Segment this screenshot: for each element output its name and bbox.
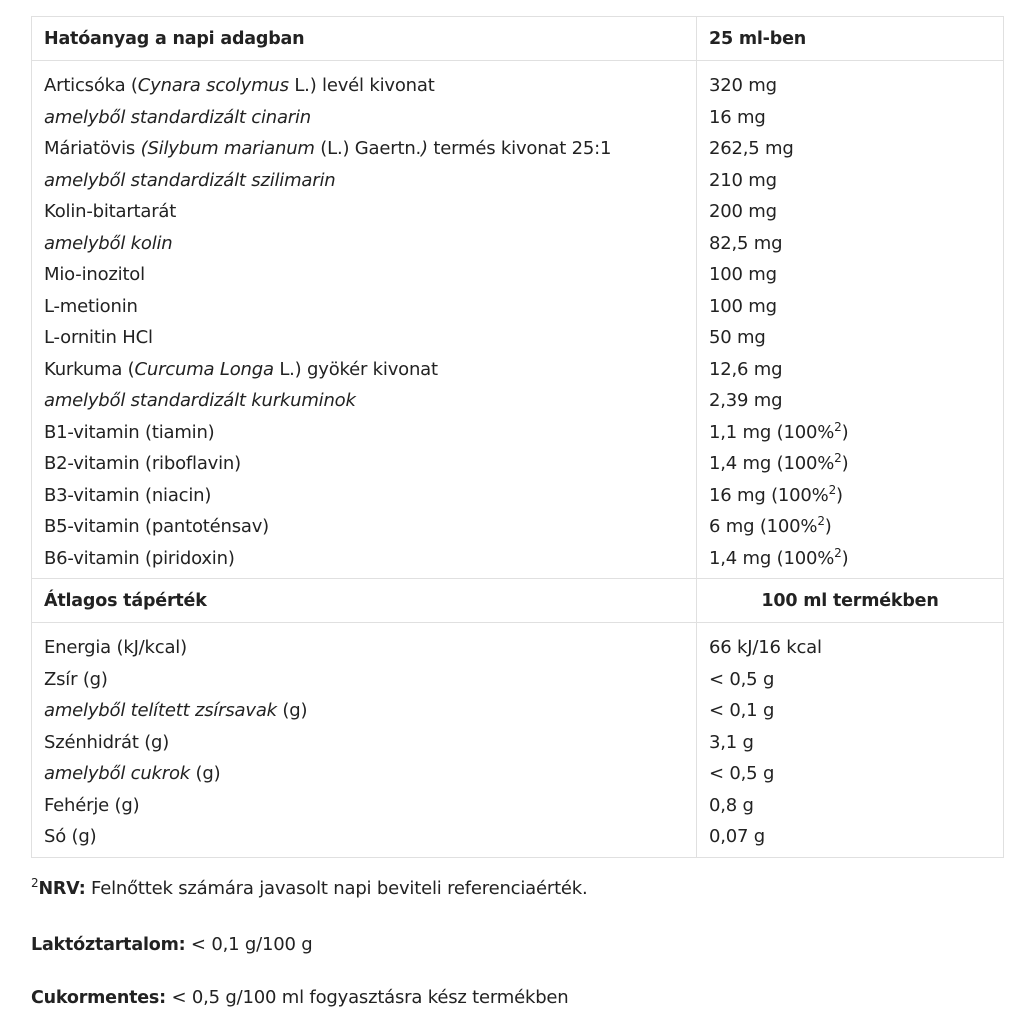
ingredient-name <box>32 133 697 165</box>
ingredient-value <box>697 228 1004 260</box>
value-text: 82,5 mg <box>709 232 783 254</box>
ingredient-row <box>32 543 1004 579</box>
nrv-superscript: 2 <box>31 876 39 890</box>
nutrient-row <box>32 758 1004 790</box>
nutrient-value <box>697 821 1004 857</box>
value-text: 100 mg <box>709 264 777 286</box>
ingredient-value <box>697 448 1004 480</box>
ingredient-value <box>697 102 1004 134</box>
ingredient-name <box>32 511 697 543</box>
ingredient-value <box>697 165 1004 197</box>
nutrient-name <box>32 758 697 790</box>
nutrient-name <box>32 695 697 727</box>
value-text: < 0,5 g <box>709 668 775 690</box>
value-text: 2,39 mg <box>709 390 783 412</box>
ingredient-name <box>32 291 697 323</box>
name-part: Articsóka ( <box>44 75 138 97</box>
nutrient-name <box>32 790 697 822</box>
ingredient-value <box>697 511 1004 543</box>
ingredient-name <box>32 543 697 579</box>
value-text: 0,07 g <box>709 826 766 848</box>
ingredient-name <box>32 196 697 228</box>
ingredient-name <box>32 322 697 354</box>
nutrient-name <box>32 623 697 664</box>
ingredient-name <box>32 417 697 449</box>
value-tail: ) <box>824 516 832 538</box>
lactose-text: < 0,1 g/100 g <box>185 934 313 955</box>
name-part: B3-vitamin (niacin) <box>44 484 212 506</box>
ingredient-row <box>32 322 1004 354</box>
ingredient-row <box>32 354 1004 386</box>
nutrient-value <box>697 727 1004 759</box>
ingredient-row <box>32 228 1004 260</box>
per-100ml-header: 100 ml termékben <box>697 579 1004 623</box>
ingredient-row <box>32 259 1004 291</box>
ingredient-row <box>32 385 1004 417</box>
name-part: Zsír (g) <box>44 668 108 690</box>
ingredient-name <box>32 448 697 480</box>
value-text: 12,6 mg <box>709 358 783 380</box>
ingredient-name <box>32 61 697 102</box>
nutrient-value <box>697 790 1004 822</box>
name-part: termés kivonat 25:1 <box>427 138 612 160</box>
value-text: 3,1 g <box>709 731 754 753</box>
name-part: amelyből standardizált szilimarin <box>44 169 336 191</box>
value-text: 262,5 mg <box>709 138 794 160</box>
name-part: amelyből cukrok <box>44 763 191 785</box>
value-text: 16 mg <box>709 106 766 128</box>
ingredient-name <box>32 385 697 417</box>
name-part: B1-vitamin (tiamin) <box>44 421 215 443</box>
dose-header: 25 ml-ben <box>697 17 1004 61</box>
name-part: Mio-inozitol <box>44 264 145 286</box>
ingredient-name <box>32 228 697 260</box>
nutrient-row <box>32 695 1004 727</box>
ingredient-value <box>697 480 1004 512</box>
value-text: 320 mg <box>709 75 777 97</box>
nutrient-row <box>32 727 1004 759</box>
value-text: 6 mg (100% <box>709 516 818 538</box>
ingredient-row <box>32 196 1004 228</box>
ingredient-value <box>697 322 1004 354</box>
ingredient-row <box>32 291 1004 323</box>
nutrient-name <box>32 664 697 696</box>
value-text: 100 mg <box>709 295 777 317</box>
nrv-ref-superscript: 2 <box>817 514 825 529</box>
value-text: 50 mg <box>709 327 766 349</box>
value-text: < 0,1 g <box>709 700 775 722</box>
value-tail: ) <box>841 421 849 443</box>
value-text: 210 mg <box>709 169 777 191</box>
average-nutrition-header-row <box>32 579 1004 623</box>
ingredient-value <box>697 133 1004 165</box>
name-part: (g) <box>276 700 308 722</box>
average-nutrition-header: Átlagos tápérték <box>32 579 697 623</box>
value-text: 1,1 mg (100% <box>709 421 835 443</box>
ingredient-name <box>32 480 697 512</box>
sugar-free-note <box>31 987 1003 1008</box>
active-ingredients-header-row <box>32 17 1004 61</box>
name-part: B6-vitamin (piridoxin) <box>44 547 235 569</box>
ingredient-value <box>697 385 1004 417</box>
value-text: 0,8 g <box>709 794 754 816</box>
nutrient-value <box>697 623 1004 664</box>
value-tail: ) <box>836 484 843 506</box>
ingredient-value <box>697 543 1004 579</box>
value-text: 200 mg <box>709 201 777 223</box>
name-part: Curcuma Longa <box>134 358 274 380</box>
lactose-label: Laktóztartalom: <box>31 935 186 955</box>
ingredient-row <box>32 165 1004 197</box>
name-part: L.) gyökér kivonat <box>273 358 438 380</box>
ingredient-value <box>697 259 1004 291</box>
nrv-footnote <box>31 878 1003 899</box>
active-ingredients-header: Hatóanyag a napi adagban <box>32 17 697 61</box>
nutrition-table <box>31 16 1004 858</box>
ingredient-value <box>697 196 1004 228</box>
name-part: Szénhidrát (g) <box>44 731 170 753</box>
nrv-text: Felnőttek számára javasolt napi beviteli referenciaérték. <box>85 878 588 899</box>
nrv-ref-superscript: 2 <box>834 545 842 560</box>
name-part: Cynara scolymus <box>137 75 289 97</box>
nutrient-value <box>697 695 1004 727</box>
ingredient-name <box>32 165 697 197</box>
value-text: 66 kJ/16 kcal <box>709 637 822 659</box>
ingredient-row <box>32 511 1004 543</box>
ingredient-value <box>697 354 1004 386</box>
ingredient-value <box>697 61 1004 102</box>
nutrient-row <box>32 821 1004 857</box>
ingredient-row <box>32 480 1004 512</box>
nutrient-name <box>32 821 697 857</box>
ingredient-name <box>32 259 697 291</box>
value-text: < 0,5 g <box>709 763 775 785</box>
name-part: amelyből kolin <box>44 232 173 254</box>
ingredient-row <box>32 61 1004 102</box>
name-part: amelyből telített zsírsavak <box>44 700 277 722</box>
value-tail: ) <box>841 453 849 475</box>
ingredient-value <box>697 417 1004 449</box>
name-part: Kolin-bitartarát <box>44 201 177 223</box>
name-part: B5-vitamin (pantoténsav) <box>44 516 269 538</box>
nrv-ref-superscript: 2 <box>828 482 837 497</box>
nutrient-value <box>697 664 1004 696</box>
name-part: amelyből standardizált cinarin <box>44 106 312 128</box>
nrv-ref-superscript: 2 <box>834 419 842 434</box>
name-part: (g) <box>190 763 221 785</box>
nrv-label: NRV: <box>38 879 86 899</box>
value-text: 16 mg (100% <box>709 484 829 506</box>
name-part: Energia (kJ/kcal) <box>44 637 187 659</box>
sugar-free-label: Cukormentes: <box>31 988 166 1008</box>
name-part: Fehérje (g) <box>44 794 140 816</box>
nutrient-row <box>32 623 1004 664</box>
value-text: 1,4 mg (100% <box>709 453 835 475</box>
name-part: L-ornitin HCl <box>44 327 153 349</box>
name-part: ) <box>421 138 428 160</box>
ingredient-name <box>32 102 697 134</box>
name-part: Só (g) <box>44 826 97 848</box>
nrv-ref-superscript: 2 <box>834 451 842 466</box>
name-part: Kurkuma ( <box>44 358 135 380</box>
sugar-free-text: < 0,5 g/100 ml fogyasztásra kész termékben <box>165 987 569 1008</box>
name-part: L.) levél kivonat <box>288 75 435 97</box>
ingredient-row <box>32 448 1004 480</box>
value-text: 1,4 mg (100% <box>709 547 835 569</box>
name-part: amelyből standardizált kurkuminok <box>44 390 356 412</box>
nutrition-facts <box>31 16 1003 858</box>
nutrient-row <box>32 664 1004 696</box>
nutrient-name <box>32 727 697 759</box>
name-part: L-metionin <box>44 295 138 317</box>
name-part: (Silybum marianum <box>140 138 315 160</box>
name-part: (L.) Gaertn. <box>314 138 422 160</box>
name-part: Máriatövis <box>44 138 141 160</box>
ingredient-value <box>697 291 1004 323</box>
name-part: B2-vitamin (riboflavin) <box>44 453 241 475</box>
nutrient-row <box>32 790 1004 822</box>
lactose-note <box>31 934 1003 955</box>
ingredient-name <box>32 354 697 386</box>
ingredient-row <box>32 417 1004 449</box>
value-tail: ) <box>841 547 849 569</box>
ingredient-row <box>32 133 1004 165</box>
ingredient-row <box>32 102 1004 134</box>
nutrient-value <box>697 758 1004 790</box>
